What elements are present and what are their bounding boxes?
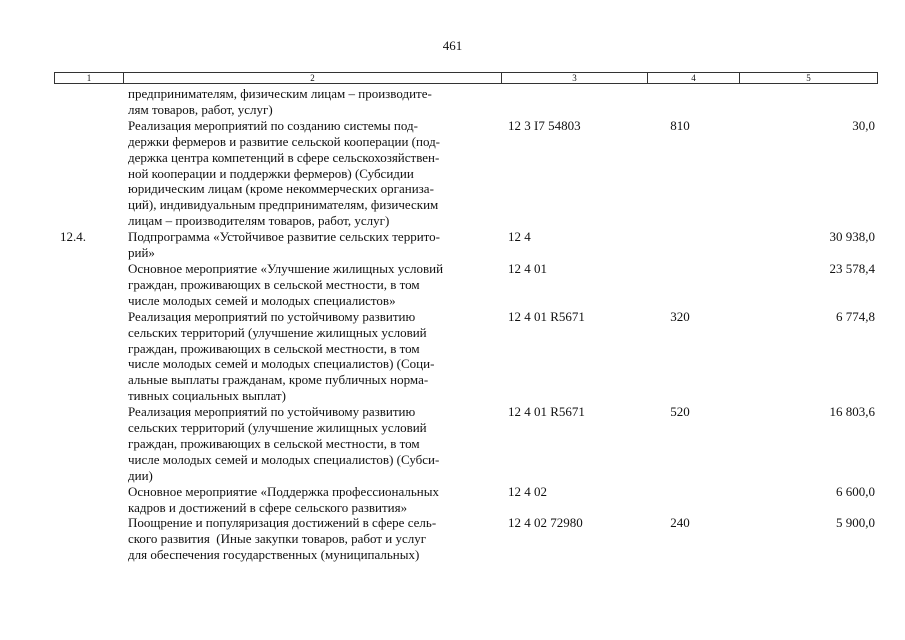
table-row [0,229,905,261]
row-type: 320 [670,308,690,324]
row-description: Основное мероприятие «Улучшение жилищных условий граждан, проживающих в сельской местности, в том числе молодых семей и молодых специалистов» [128,260,444,308]
row-description: Подпрограмма «Устойчивое развитие сельских террито- рий» [128,229,440,261]
row-amount: 5 900,0 [836,515,875,531]
table-row [0,261,905,309]
row-type: 520 [670,404,690,420]
header-col-5: 5 [739,73,877,83]
table-row [0,515,905,563]
page-number: 461 [442,38,463,53]
row-amount: 16 803,6 [829,404,875,420]
row-code: 12 3 I7 54803 [508,117,581,133]
row-code: 12 4 [508,229,531,245]
row-code: 12 4 01 R5671 [508,404,585,420]
row-description: Реализация мероприятий по устойчивому развитию сельских территорий (улучшение жилищных условий граждан, проживающих в сельской местности, в том числе молодых семей и молодых специалистов) (Субси- дии) [128,404,440,483]
row-amount: 6 774,8 [836,308,875,324]
table-row [0,404,905,484]
row-description: Реализация мероприятий по устойчивому развитию сельских территорий (улучшение жилищных условий граждан, проживающих в сельской местности, в том числе молодых семей и молодых специалистов) (Соци- альные выплаты гражданам, кроме публичных норма- тивных социальных выплат) [128,308,435,404]
row-amount: 30 938,0 [829,229,875,245]
row-description: Реализация мероприятий по созданию системы под- держки фермеров и развитие сельской кооперации (под- держка центра компетенций в сфере сельскохозяйствен- ной кооперации и поддержки фермеров) (Субсидии юридическим лицам (кроме некоммерческих организа- ций), индивидуальным предпринимателям, физическим лицам – производителям товаров, работ, услуг) [128,117,441,229]
header-col-2: 2 [123,73,501,83]
row-description: Основное мероприятие «Поддержка профессиональных кадров и достижений в сфере сельского развития» [128,483,439,515]
row-amount: 23 578,4 [829,260,875,276]
header-col-3: 3 [501,73,647,83]
table-body [0,86,905,563]
row-description: Поощрение и популяризация достижений в сфере сель- ского развития (Иные закупки товаров, работ и услуг для обеспечения государственных (муниципальных) [128,515,437,563]
row-code: 12 4 02 72980 [508,515,583,531]
table-row [0,86,905,118]
row-description: предпринимателям, физическим лицам – производите- лям товаров, работ, услуг) [128,86,432,117]
table-row [0,118,905,229]
row-code: 12 4 01 [508,260,547,276]
row-type: 810 [670,117,690,133]
header-col-1: 1 [86,73,92,83]
row-amount: 30,0 [852,117,875,133]
table-row [0,484,905,516]
row-code: 12 4 02 [508,483,547,499]
table-header [54,72,878,84]
row-code: 12 4 01 R5671 [508,308,585,324]
row-number: 12.4. [60,229,86,245]
row-amount: 6 600,0 [836,483,875,499]
header-col-4: 4 [647,73,739,83]
row-type: 240 [670,515,690,531]
table-row [0,309,905,404]
